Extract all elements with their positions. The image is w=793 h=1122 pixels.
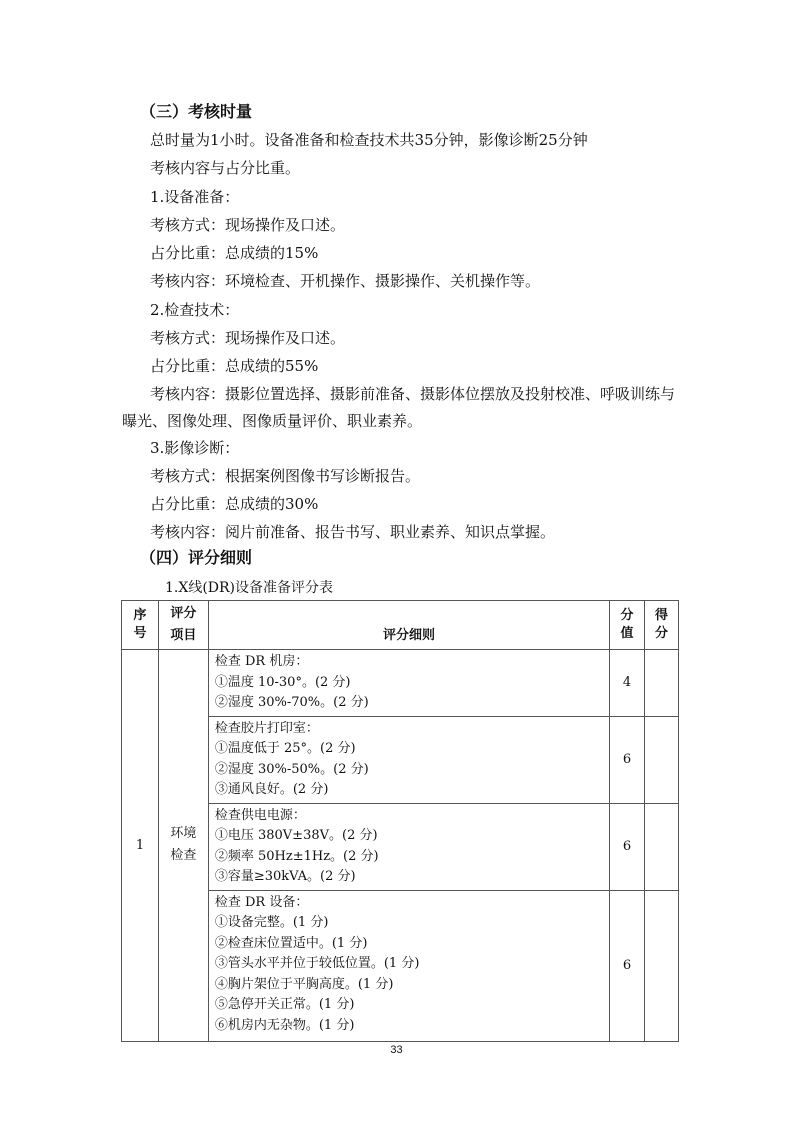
table-title: 1.X线(DR)设备准备评分表 (165, 580, 334, 596)
row-detail (208, 716, 609, 803)
detail-line: 检查供电电源： (214, 807, 306, 823)
detail-line: ①电压 380V±38V。(2 分) (214, 828, 378, 843)
detail-line: ④胸片架位于平胸高度。(1 分) (214, 976, 394, 992)
row-score: 4 (610, 650, 645, 717)
body-line: 考核方式：现场操作及口述。 (150, 329, 346, 347)
header-item: 评分 项目 (158, 601, 208, 650)
detail-line: 检查胶片打印室： (214, 720, 319, 736)
detail-line: 检查 DR 机房： (214, 654, 309, 669)
body-line: 考核方式：现场操作及口述。 (150, 216, 346, 234)
detail-line: ①设备完整。(1 分) (214, 915, 329, 930)
detail-line: ③管头水平并位于较低位置。(1 分) (214, 956, 420, 971)
detail-line: ⑥机房内无杂物。(1 分) (214, 1017, 355, 1033)
detail-line: ②湿度 30%-50%。(2 分) (214, 761, 369, 777)
body-line: 2.检查技术： (150, 301, 240, 319)
body-line: 考核内容：环境检查、开机操作、摄影操作、关机操作等。 (150, 272, 541, 290)
body-line: 占分比重：总成绩的55% (150, 357, 319, 375)
section-heading-4: （四）评分细则 (140, 548, 253, 567)
row-score: 6 (610, 716, 645, 803)
detail-line: ③通风良好。(2 分) (214, 782, 329, 797)
scoring-table (121, 600, 679, 1042)
body-line: 3.影像诊断： (150, 439, 240, 457)
row-score: 6 (610, 803, 645, 890)
detail-line: ②检查床位置适中。(1 分) (214, 935, 368, 951)
detail-line: ①温度低于 25°。(2 分) (214, 741, 356, 756)
header-got: 得 分 (645, 601, 679, 650)
row-number: 1 (122, 650, 159, 1042)
body-line: 曝光、图像处理、图像质量评价、职业素养。 (122, 412, 423, 430)
row-got-score[interactable] (645, 803, 679, 890)
header-no: 序 号 (122, 601, 159, 650)
body-line: 1.设备准备： (150, 188, 240, 206)
detail-line: ②湿度 30%-70%。(2 分) (214, 695, 369, 710)
body-line: 占分比重：总成绩的15% (150, 244, 319, 262)
body-line: 考核内容：摄影位置选择、摄影前准备、摄影体位摆放及投射校准、呼吸训练与 (150, 385, 676, 403)
body-line: 考核内容与占分比重。 (150, 159, 301, 177)
table-row (122, 650, 679, 717)
table-header-row (122, 601, 679, 650)
row-detail (208, 650, 609, 717)
row-got-score[interactable] (645, 650, 679, 717)
row-detail (208, 890, 609, 1041)
row-item: 环境 检查 (158, 650, 208, 1042)
detail-line: 检查 DR 设备： (214, 894, 309, 910)
body-line: 总时量为1小时。设备准备和检查技术共35分钟，影像诊断25分钟 (150, 131, 588, 149)
header-score: 分 值 (610, 601, 645, 650)
section-heading-3: （三）考核时量 (140, 102, 253, 121)
body-line: 考核内容：阅片前准备、报告书写、职业素养、知识点掌握。 (150, 523, 556, 541)
row-got-score[interactable] (645, 890, 679, 1041)
body-line: 考核方式：根据案例图像书写诊断报告。 (150, 467, 421, 485)
row-detail (208, 803, 609, 890)
header-detail: 评分细则 (208, 601, 609, 650)
row-score: 6 (610, 890, 645, 1041)
detail-line: ③容量≥30kVA。(2 分) (214, 869, 356, 884)
body-line: 占分比重：总成绩的30% (150, 495, 319, 513)
row-got-score[interactable] (645, 716, 679, 803)
page-number: 33 (390, 1044, 403, 1056)
detail-line: ⑤急停开关正常。(1 分) (214, 997, 355, 1012)
detail-line: ②频率 50Hz±1Hz。(2 分) (214, 848, 379, 864)
detail-line: ①温度 10-30°。(2 分) (214, 674, 351, 690)
